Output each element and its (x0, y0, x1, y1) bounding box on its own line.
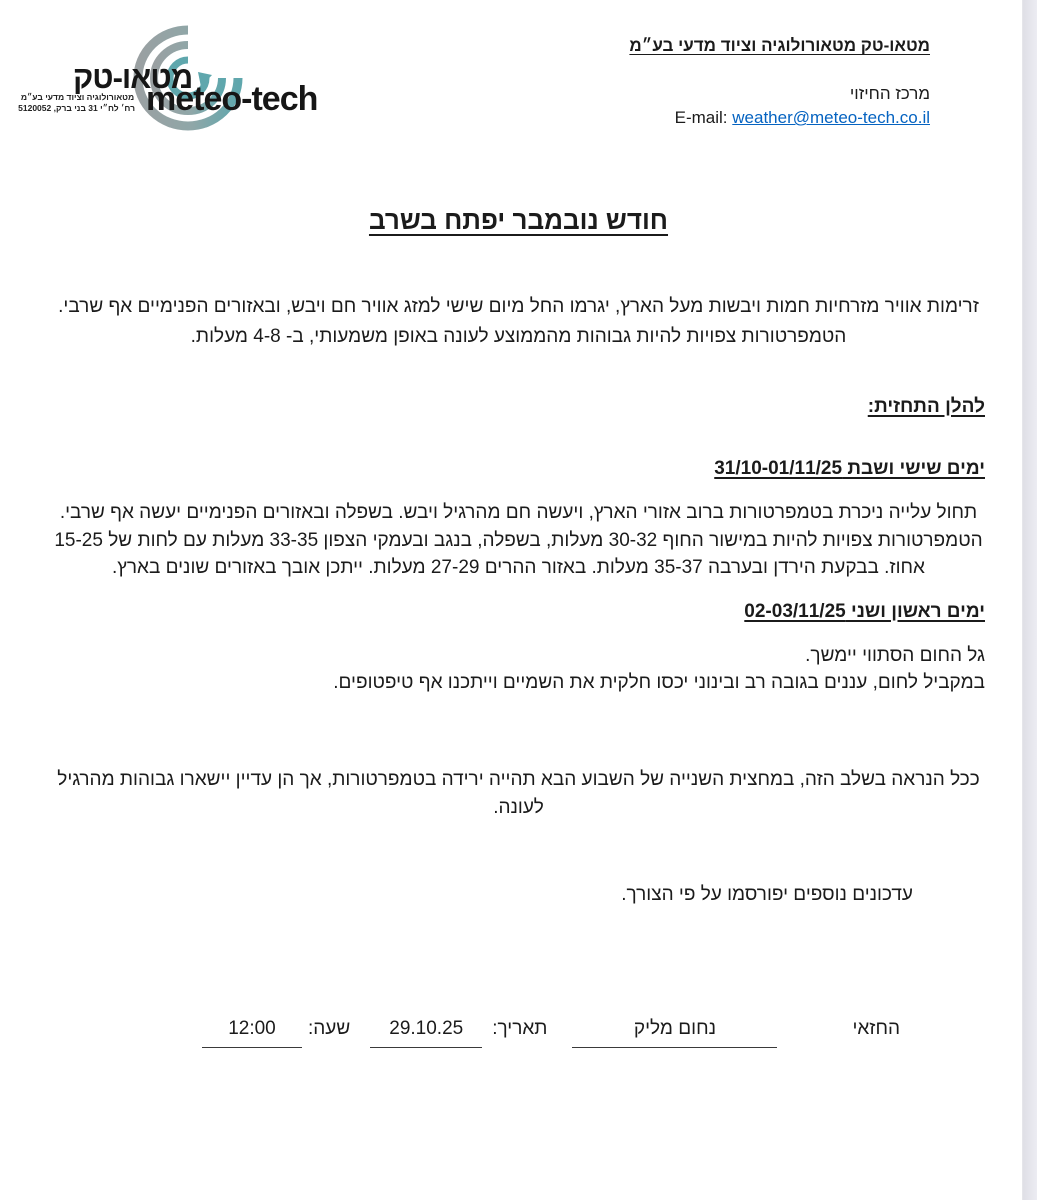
intro-paragraph: זרימות אוויר מזרחיות חמות ויבשות מעל הארץ, יגרמו החל מיום שישי למזג אוויר חם ויבש, ובאזורים הפנימיים אף שרבי. הטמפרטורות צפויות להיות גבוהות מהממוצע לעונה באופן משמעותי, ב- 4-8 מעלות. (58, 296, 979, 347)
letterhead (0, 0, 1037, 185)
email-link[interactable]: weather@meteo-tech.co.il (732, 108, 930, 127)
outlook-paragraph: ככל הנראה בשלב הזה, במחצית השנייה של השבוע הבא תהייה ירידה בטמפרטורות, אך הן עדיין יישארו גבוהות מהרגיל לעונה. (57, 768, 980, 818)
time-field: 12:00 (202, 1018, 302, 1048)
company-name-line: מטאו-טק מטאורולוגיה וציוד מדעי בע״מ (629, 36, 930, 55)
logo-tagline: מטאורולוגיה וציוד מדעי בע״מ (20, 92, 135, 102)
meteo-tech-logo (20, 22, 350, 142)
email-line (629, 108, 930, 128)
forecast-center-line: מרכז החיזוי (849, 84, 930, 103)
forecaster-label: החזאי (852, 1017, 900, 1039)
updates-note: עדכונים נוספים יפורסמו על פי הצורך. (621, 883, 913, 905)
date-field: 29.10.25 (370, 1018, 482, 1048)
forecast-document (0, 205, 1037, 1048)
section-sun-mon-heading: ימים ראשון ושני 02-03/11/25 (744, 600, 985, 622)
time-label: שעה: (307, 1017, 351, 1039)
logo-hebrew-name: מטאו-טק (73, 60, 193, 95)
logo-street-address: רח׳ לח״י 31 בני ברק, 5120052 (18, 102, 135, 113)
forecast-list-heading: להלן התחזית: (867, 396, 985, 417)
logo-latin-name: meteo-tech (146, 80, 318, 118)
signature-row (52, 1018, 985, 1048)
logo-address (20, 92, 135, 113)
section-fri-sat-body: תחול עלייה ניכרת בטמפרטורות ברוב אזורי הארץ, ויעשה חם מהרגיל ויבש. בשפלה ובאזורים הפנימיים יעשה אף שרבי. הטמפרטורות צפויות להיות במישור החוף 30-32 מעלות, בשפלה, בנגב ובעמקי הצפון 33-35 מעלות עם לחות של 15-25 אחוז. בבקעת הירדן ובערבה 35-37 מעלות. באזור ההרים 27-29 מעלות. ייתכן אובך באזורים שונים בארץ. (54, 502, 983, 578)
date-label: תאריך: (492, 1017, 548, 1039)
header-contact-block (629, 36, 930, 128)
document-title: חודש נובמבר יפתח בשרב (368, 205, 669, 235)
email-label: E-mail: (674, 108, 733, 127)
clouds-line: במקביל לחום, עננים בגובה רב ובינוני יכסו חלקית את השמיים וייתכנו אף טיפטופים. (333, 671, 985, 693)
section-sun-mon-body (52, 642, 985, 696)
heatwave-line: גל החום הסתווי יימשך. (805, 644, 985, 666)
forecaster-name-field: נחום מליק (572, 1018, 777, 1048)
section-fri-sat-heading: ימים שישי ושבת 31/10-01/11/25 (714, 458, 985, 479)
